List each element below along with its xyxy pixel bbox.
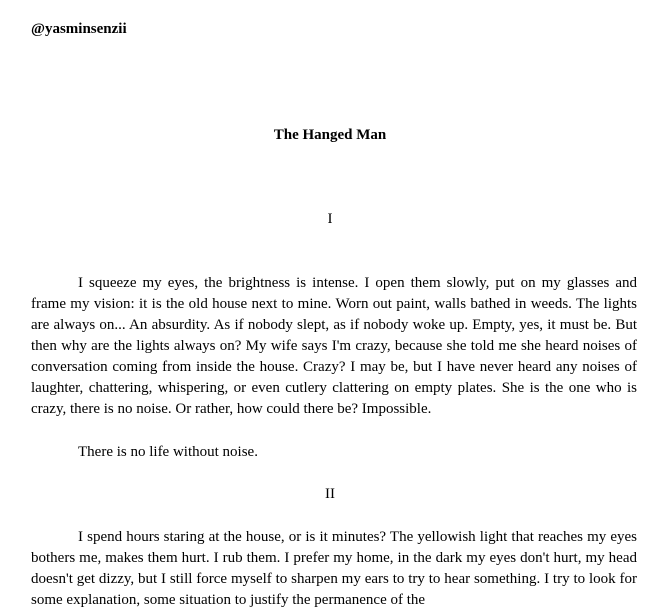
author-handle: @yasminsenzii bbox=[31, 21, 127, 37]
section-1-paragraph-2: There is no life without noise. bbox=[78, 444, 258, 460]
section-2-paragraph-1: I spend hours staring at the house, or is it minutes? The yellowish light that reaches my eyes bothers me, makes them hurt. I rub them. I prefer my home, in the dark my eyes don't hurt, my head doesn't get dizzy, but I still force myself to sharpen my ears to try to hear something. I try to look for some explanation, some situation to justify the permanence of the bbox=[31, 529, 637, 608]
section-1-paragraph-1: I squeeze my eyes, the brightness is intense. I open them slowly, put on my glasses and frame my vision: it is the old house next to mine. Worn out paint, walls bathed in weeds. The lights are always on... An absurdity. As if nobody slept, as if nobody woke up. Empty, yes, it must be. But then why are the lights always on? My wife says I'm crazy, because she told me she heard noises of conversation coming from inside the house. Crazy? I may be, but I have never heard any noises of laughter, chattering, whispering, or even cutlery clattering on empty plates. She is the one who is crazy, there is no noise. Or rather, how could there be? Impossible. bbox=[31, 275, 637, 417]
section-numeral-1: I bbox=[327, 211, 333, 227]
story-title: The Hanged Man bbox=[273, 127, 387, 143]
section-numeral-2: II bbox=[325, 486, 335, 502]
